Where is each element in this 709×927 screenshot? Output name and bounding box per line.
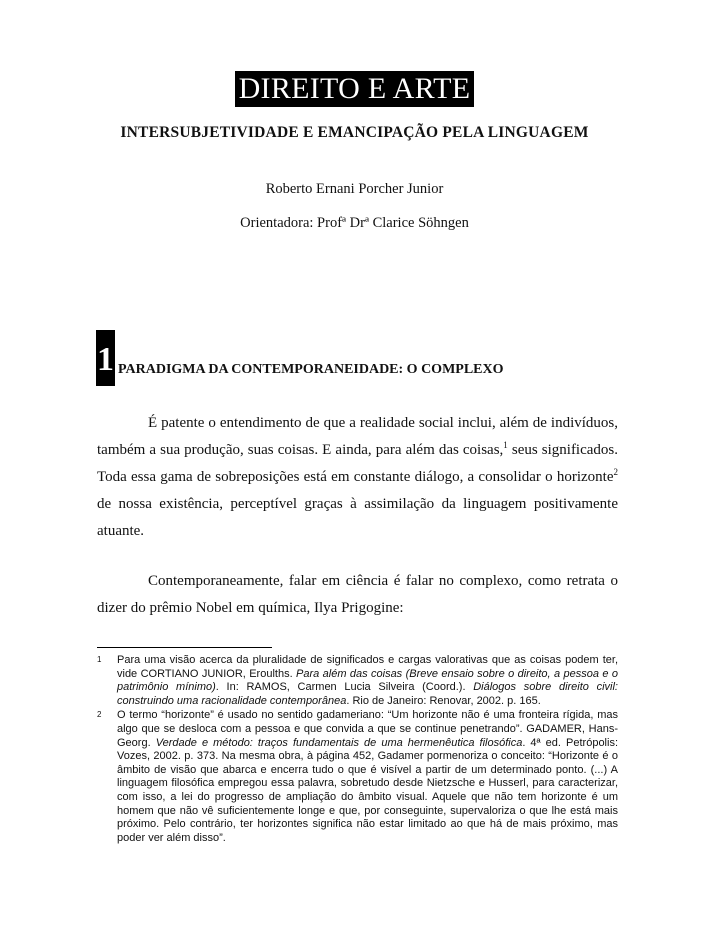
section-heading [96,330,504,386]
footnote-ref-1[interactable]: 1 [503,440,508,450]
footnote-1-mark: 1 [97,655,102,664]
footnote-2-text-b: . 4ª ed. Petrópolis: Vozes, 2002. p. 373. Na mesma obra, à página 452, Gadamer pormenoriza o conceito: “Horizonte é o âmbito de visão que abarca e encerra tudo o que é visível a partir de um determinado ponto. (...) A linguagem filosófica empregou essa palavra, sobretudo desde Nietzsche e Husserl, para caracterizar, com isso, a lei do progresso de ampliação do âmbito visual. Aquele que não tem horizonte é um homem que não vê suficientemente longe e que, por conseguinte, supervaloriza o que lhe está mais próximo. Pelo contrário, ter horizontes significa não estar limitado ao que há de mais próximo, mas poder ver além disso”. [117,736,618,844]
footnote-1 [97,654,618,708]
footnote-ref-2[interactable]: 2 [613,467,618,477]
section-number: 1 [96,330,115,386]
footnote-1-italic-b: Diálogos sobre direito civil: construindo uma racionalidade contemporânea [117,681,618,707]
paragraph-2: Contemporaneamente, falar em ciência é falar no complexo, como retrata o dizer do prêmio Nobel em química, Ilya Prigogine: [97,573,618,616]
author-name: Roberto Ernani Porcher Junior [265,181,444,197]
footnote-1-italic-a: Para além das coisas (Breve ensaio sobre o direito, a pessoa e o patrimônio mínimo) [117,667,618,694]
footnote-2-text-a: O termo “horizonte” é usado no sentido gadameriano: “Um horizonte não é uma fronteira rígida, mas algo que se desloca com a pessoa e que convida a que se continue penetrando”. GADAMER, Hans-Georg. [117,709,618,749]
footnote-2 [97,709,618,845]
footnote-1-text-a: Para uma visão acerca da pluralidade de significados e cargas valorativas que as coisas podem ter, vide CORTIANO JUNIOR, Eroulths. [117,654,618,680]
footnote-2-mark: 2 [97,710,102,720]
footnote-2-italic-a: Verdade e método: traços fundamentais de uma hermenêutica filosófica [155,736,523,749]
paragraph-1 [97,410,618,545]
footnotes-block [97,654,618,845]
document-subtitle: INTERSUBJETIVIDADE E EMANCIPAÇÃO PELA LINGUAGEM [120,124,589,141]
paragraph-1-text-b: seus significados. Toda essa gama de sobreposições está em constante diálogo, a consolidar o horizonte [97,442,619,485]
footnote-1-text-b: . In: RAMOS, Carmen Lucia Silveira (Coord.). [215,681,474,694]
footnote-1-text-c: . Rio de Janeiro: Renovar, 2002. p. 165. [346,694,541,707]
advisor-name: Orientadora: Profª Drª Clarice Söhngen [240,215,469,231]
document-title: DIREITO E ARTE [235,71,475,107]
footnote-divider [97,647,272,648]
paragraph-1-text-a: É patente o entendimento de que a realidade social inclui, além de indivíduos, também a sua produção, suas coisas. E ainda, para além das coisas, [97,415,618,458]
paragraph-1-text-c: de nossa existência, perceptível graças à assimilação da linguagem positivamente atuante. [97,496,618,539]
title-block [0,71,709,107]
section-title: PARADIGMA DA CONTEMPORANEIDADE: O COMPLEXO [118,362,504,377]
